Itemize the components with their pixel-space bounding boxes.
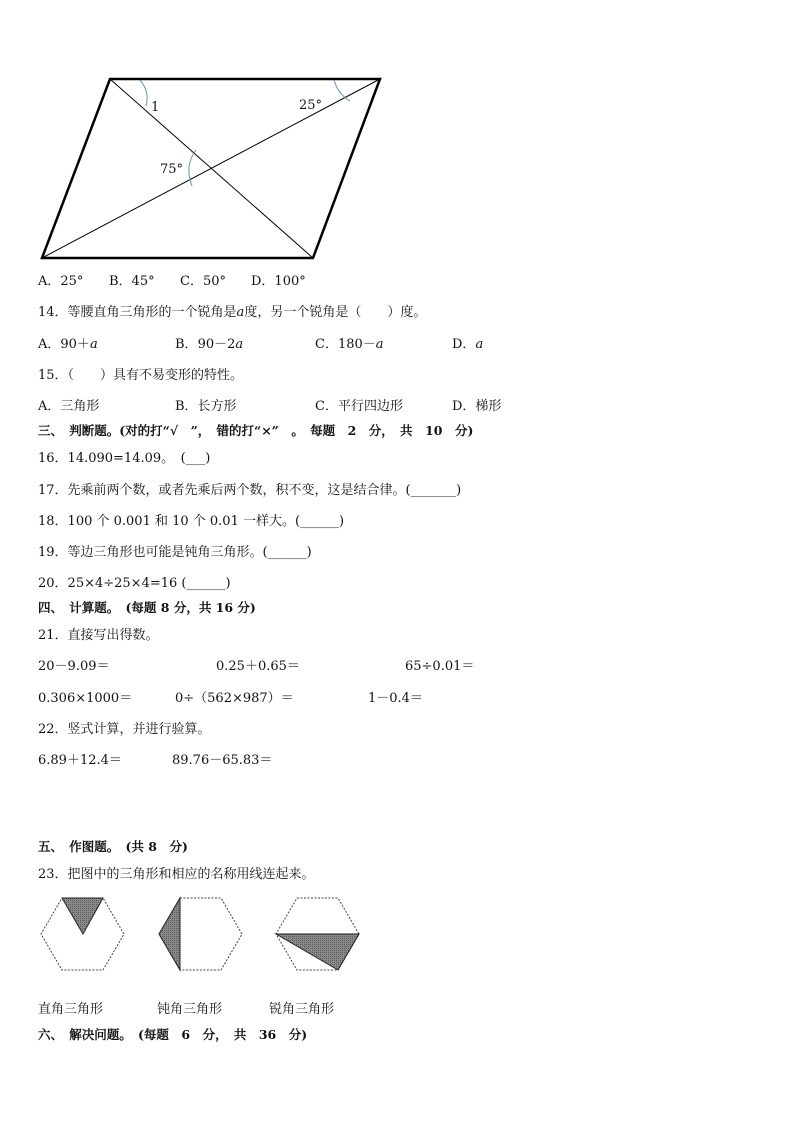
q22-stem: 22．竖式计算，并进行验算。 (38, 722, 211, 737)
q14-option-a: A．90＋a (38, 337, 98, 352)
q15-option-c: C．平行四边形 (315, 399, 403, 414)
q21-stem: 21．直接写出得数。 (38, 628, 159, 643)
q17: 17．先乘前两个数，或者先乘后两个数，积不变，这是结合律。(_______) (38, 483, 462, 498)
hexagon-figures (0, 890, 794, 990)
q15-option-d: D．梯形 (452, 399, 502, 414)
label-acute-triangle: 锐角三角形 (269, 1002, 335, 1017)
diagonal-2 (42, 79, 380, 258)
section-6-title: 六、 解决问题。 (每题 6 分， 共 36 分) (38, 1027, 308, 1042)
section-4-title: 四、 计算题。 (每题 8 分，共 16 分) (38, 600, 256, 615)
q13-option-a: A．25° (38, 274, 84, 289)
q13-option-c: C．50° (180, 274, 226, 289)
angle-label-75: 75° (160, 162, 184, 177)
section-5-title: 五、 作图题。 (共 8 分) (38, 839, 188, 854)
q18: 18．100 个 0.001 和 10 个 0.01 一样大。(______) (38, 514, 345, 529)
label-obtuse-triangle: 钝角三角形 (157, 1002, 223, 1017)
calc-2: 0.25＋0.65＝ (216, 659, 300, 674)
calc-4: 0.306×1000＝ (38, 691, 133, 706)
section-3-title: 三、 判断题。(对的打“√ ”， 错的打“×” 。 每题 2 分， 共 10 分) (38, 423, 474, 438)
calc-3: 65÷0.01＝ (405, 659, 475, 674)
q20: 20．25×4÷25×4=16 (______) (38, 576, 231, 591)
q14-option-c: C．180－a (315, 337, 384, 352)
q16: 16．14.090=14.09。 (___) (38, 451, 211, 466)
q15-stem: 15．（ ）具有不易变形的特性。 (38, 368, 244, 383)
triangle-obtuse (159, 898, 180, 970)
angle-arc-75 (189, 150, 196, 186)
q15-option-a: A．三角形 (38, 399, 100, 414)
vertical-calc-2: 89.76－65.83＝ (172, 753, 273, 768)
parallelogram-figure (0, 0, 794, 270)
triangle-acute (276, 934, 359, 970)
q15-option-b: B．长方形 (175, 399, 237, 414)
calc-1: 20－9.09＝ (38, 659, 110, 674)
label-right-triangle: 直角三角形 (38, 1002, 104, 1017)
angle-label-25: 25° (299, 98, 323, 113)
triangle-right (62, 898, 103, 934)
calc-5: 0÷（562×987）＝ (175, 691, 294, 706)
vertical-calc-1: 6.89＋12.4＝ (38, 753, 122, 768)
angle-arc-25 (334, 80, 350, 101)
q19: 19．等边三角形也可能是钝角三角形。(______) (38, 545, 312, 560)
q13-option-d: D．100° (251, 274, 306, 289)
angle-arc-1 (140, 80, 147, 106)
q14-option-d: D．a (452, 337, 484, 352)
angle-label-1: 1 (151, 100, 160, 115)
calc-6: 1－0.4＝ (368, 691, 423, 706)
q13-option-b: B．45° (109, 274, 155, 289)
q14-option-b: B．90－2a (175, 337, 244, 352)
q23-stem: 23．把图中的三角形和相应的名称用线连起来。 (38, 867, 315, 882)
q14-stem: 14．等腰直角三角形的一个锐角是a度，另一个锐角是（ ）度。 (38, 305, 427, 320)
